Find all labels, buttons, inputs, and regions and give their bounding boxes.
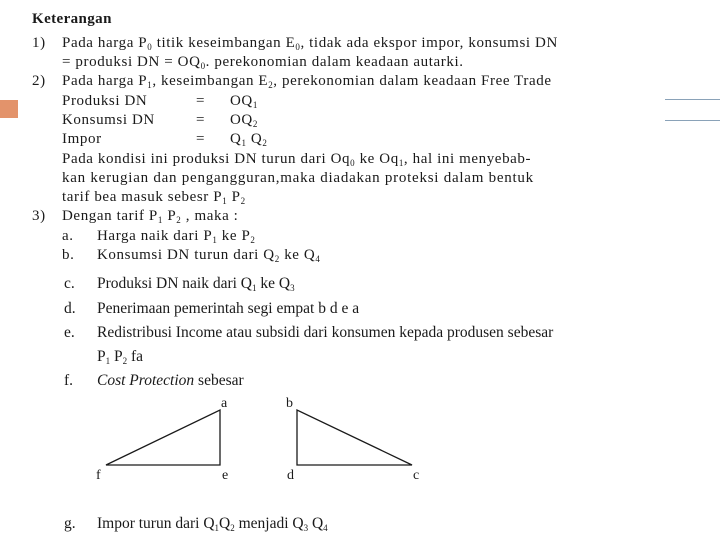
heading: Keterangan bbox=[32, 11, 112, 27]
triangle-right-label-bottom-right: c bbox=[413, 468, 420, 483]
item-c-text: Produksi DN naik dari $Q_1$ ke $Q_3$ bbox=[97, 275, 295, 293]
triangle-right-label-bottom-left: d bbox=[287, 468, 294, 483]
item-f-number: f. bbox=[64, 372, 74, 389]
item-e-text: Redistribusi Income atau subsidi dari konsumen kepada produsen sebesar bbox=[97, 324, 554, 341]
triangle-right-label-top: b bbox=[286, 396, 293, 411]
item1-line2: = produksi DN = $OQ_0$. perekonomian dalam keadaan autarki. bbox=[62, 54, 464, 71]
triangle-left-label-bottom-left: f bbox=[96, 468, 101, 483]
item3a-text: Harga naik dari $P_1$ ke $P_2$ bbox=[97, 228, 256, 245]
item2-number: 2) bbox=[32, 73, 46, 89]
impor-value: $Q_1$ $Q_2$ bbox=[230, 131, 268, 148]
item3b-text: Konsumsi DN turun dari $Q_2$ ke $Q_4$ bbox=[97, 247, 321, 264]
impor-eq: = bbox=[196, 131, 206, 147]
konsumsi-eq: = bbox=[196, 112, 206, 128]
konsumsi-label: Konsumsi DN bbox=[62, 112, 155, 128]
item3a-number: a. bbox=[62, 228, 74, 244]
item3-line1: Dengan tarif $P_1$ $P_2$ , maka : bbox=[62, 208, 239, 225]
triangle-right bbox=[297, 410, 412, 465]
triangle-left-label-bottom-right: e bbox=[222, 468, 229, 483]
item-d-number: d. bbox=[64, 300, 76, 317]
item-g-number: g. bbox=[64, 515, 76, 532]
item1-number: 1) bbox=[32, 35, 46, 51]
item-d-text: Penerimaan pemerintah segi empat b d e a bbox=[97, 300, 360, 317]
triangle-left-label-top: a bbox=[221, 396, 228, 411]
item1-line1: Pada harga $P_0$ titik keseimbangan $E_0$, tidak ada ekspor impor, konsumsi DN bbox=[62, 35, 558, 52]
produksi-value: $OQ_1$ bbox=[230, 93, 258, 110]
item2-para-line1: Pada kondisi ini produksi DN turun dari $Oq_0$ ke $Oq_1$, hal ini menyebab- bbox=[62, 151, 532, 168]
item-g-text: Impor turun dari $Q_1Q_2$ menjadi $Q_3$ $Q_4$ bbox=[97, 515, 328, 533]
konsumsi-value: $OQ_2$ bbox=[230, 112, 258, 129]
produksi-eq: = bbox=[196, 93, 206, 109]
item2-line1: Pada harga $P_1$, keseimbangan $E_2$, perekonomian dalam keadaan Free Trade bbox=[62, 73, 552, 90]
item-e-number: e. bbox=[64, 324, 75, 341]
produksi-label: Produksi DN bbox=[62, 93, 148, 109]
item3b-number: b. bbox=[62, 247, 75, 263]
item3-number: 3) bbox=[32, 208, 46, 224]
item-f-text: Cost Protection sebesar bbox=[97, 372, 244, 389]
triangle-left bbox=[106, 410, 220, 465]
item-c-number: c. bbox=[64, 275, 75, 292]
item2-para-line3: tarif bea masuk sebesr $P_1$ $P_2$ bbox=[62, 189, 246, 206]
impor-label: Impor bbox=[62, 131, 102, 147]
item2-para-line2: kan kerugian dan pengangguran,maka diadakan proteksi dalam bentuk bbox=[62, 170, 534, 186]
item-e-continuation: $P_1$ $P_2$ fa bbox=[97, 348, 144, 366]
